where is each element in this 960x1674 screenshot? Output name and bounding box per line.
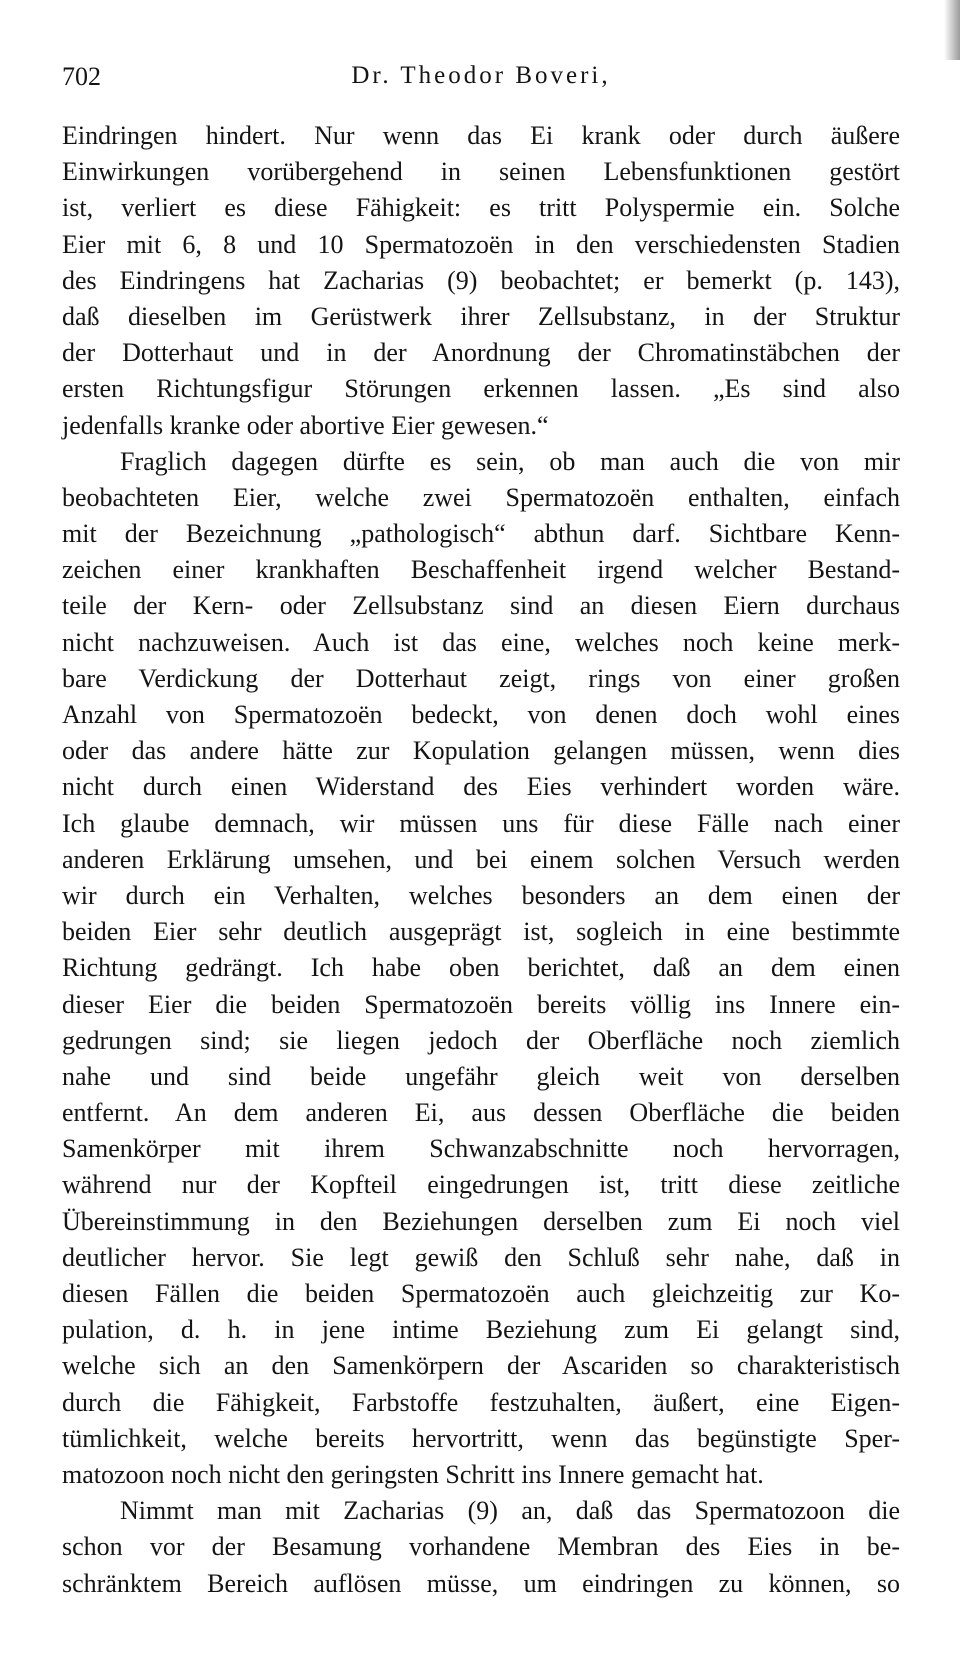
text-line: während nur der Kopfteil eingedrungen ist, tritt diese zeitliche (62, 1170, 900, 1200)
page-number: 702 (62, 62, 101, 91)
text-line: durch die Fähigkeit, Farbstoffe festzuhalten, äußert, eine Eigen- (62, 1387, 900, 1417)
text-line: schon vor der Besamung vorhandene Membran des Eies in be- (62, 1532, 900, 1562)
text-line: ersten Richtungsfigur Störungen erkennen lassen. „Es sind also (62, 374, 900, 404)
text-line: Eindringen hindert. Nur wenn das Ei krank oder durch äußere (62, 121, 900, 150)
text-line: entfernt. An dem anderen Ei, aus dessen Oberfläche die beiden (62, 1098, 900, 1128)
text-line: nicht durch einen Widerstand des Eies verhindert worden wäre. (62, 772, 900, 802)
text-line: daß dieselben im Gerüstwerk ihrer Zellsubstanz, in der Struktur (62, 301, 900, 331)
text-line: Eier mit 6, 8 und 10 Spermatozoën in den verschiedensten Stadien (62, 229, 900, 259)
text-line: pulation, d. h. in jene intime Beziehung zum Ei gelangt sind, (62, 1315, 900, 1345)
text-line: mit der Bezeichnung „pathologisch“ abthun darf. Sichtbare Kenn- (62, 519, 900, 549)
text-line: Fraglich dagegen dürfte es sein, ob man auch die von mir (120, 446, 900, 476)
page-edge-shadow (944, 0, 960, 60)
paragraph (62, 444, 900, 1493)
paragraph (62, 1493, 900, 1602)
text-line: welche sich an den Samenkörpern der Ascariden so charakteristisch (62, 1351, 900, 1381)
text-line: zeichen einer krankhaften Beschaffenheit irgend welcher Bestand- (62, 555, 900, 585)
text-line: schränktem Bereich auflösen müsse, um eindringen zu können, so (62, 1568, 900, 1598)
body-text (62, 118, 900, 1602)
text-line: beobachteten Eier, welche zwei Spermatozoën enthalten, einfach (62, 482, 900, 512)
text-line: Einwirkungen vorübergehend in seinen Lebensfunktionen gestört (62, 157, 900, 187)
text-line: ist, verliert es diese Fähigkeit: es tritt Polyspermie ein. Solche (62, 193, 900, 223)
text-line: Ich glaube demnach, wir müssen uns für diese Fälle nach einer (62, 808, 900, 838)
text-line: oder das andere hätte zur Kopulation gelangen müssen, wenn dies (62, 736, 900, 766)
text-line: anderen Erklärung umsehen, und bei einem solchen Versuch werden (62, 844, 900, 874)
text-line: Übereinstimmung in den Beziehungen derselben zum Ei noch viel (62, 1206, 900, 1236)
text-line: wir durch ein Verhalten, welches besonders an dem einen der (62, 880, 900, 910)
text-line: dieser Eier die beiden Spermatozoën bereits völlig ins Innere ein- (62, 989, 900, 1019)
text-line: diesen Fällen die beiden Spermatozoën auch gleichzeitig zur Ko- (62, 1279, 900, 1308)
text-line: nicht nachzuweisen. Auch ist das eine, welches noch keine merk- (62, 627, 900, 657)
text-line: teile der Kern- oder Zellsubstanz sind an diesen Eiern durchaus (62, 591, 900, 621)
paragraph (62, 118, 900, 444)
running-head: Dr. Theodor Boveri, (351, 62, 611, 89)
text-line: des Eindringens hat Zacharias (9) beobachtet; er bemerkt (p. 143), (62, 265, 900, 295)
text-line: bare Verdickung der Dotterhaut zeigt, rings von einer großen (62, 663, 900, 693)
text-line: nahe und sind beide ungefähr gleich weit von derselben (62, 1061, 900, 1091)
text-line: Nimmt man mit Zacharias (9) an, daß das Spermatozoon die (120, 1496, 900, 1526)
text-line: gedrungen sind; sie liegen jedoch der Oberfläche noch ziemlich (62, 1025, 900, 1055)
text-line: matozoon noch nicht den geringsten Schritt ins Innere gemacht hat. (62, 1459, 764, 1489)
text-line: jedenfalls kranke oder abortive Eier gewesen.“ (62, 410, 549, 440)
text-line: beiden Eier sehr deutlich ausgeprägt ist, sogleich in eine bestimmte (62, 917, 900, 947)
text-line: tümlichkeit, welche bereits hervortritt, wenn das begünstigte Sper- (62, 1423, 900, 1453)
text-line: Richtung gedrängt. Ich habe oben berichtet, daß an dem einen (62, 953, 900, 983)
text-line: Samenkörper mit ihrem Schwanzabschnitte noch hervorragen, (62, 1134, 900, 1164)
text-line: der Dotterhaut und in der Anordnung der Chromatinstäbchen der (62, 338, 900, 368)
text-line: Anzahl von Spermatozoën bedeckt, von denen doch wohl eines (62, 700, 900, 729)
text-line: deutlicher hervor. Sie legt gewiß den Schluß sehr nahe, daß in (62, 1242, 900, 1272)
page-header (62, 62, 900, 102)
